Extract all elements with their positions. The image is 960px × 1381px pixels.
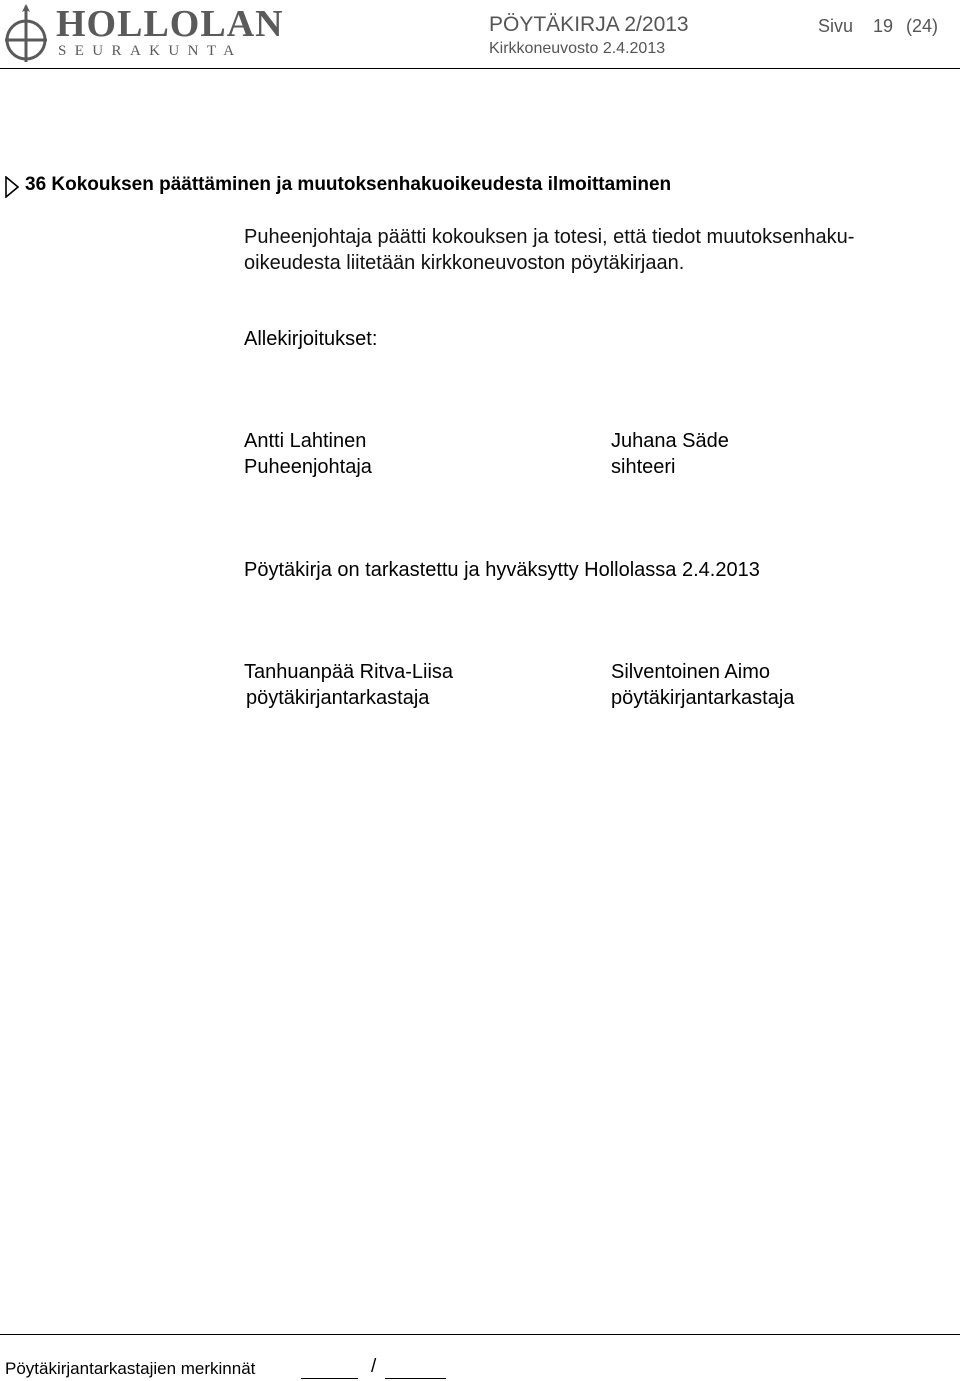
footer-separator: / <box>371 1356 377 1377</box>
footer-divider <box>0 1334 960 1335</box>
page-number: 19 <box>873 16 894 36</box>
body-line: Puheenjohtaja päätti kokouksen ja totesi, että tiedot muutoksenhaku- <box>244 226 855 248</box>
initials-blank-2 <box>385 1378 446 1379</box>
checker-name-1: Tanhuanpää Ritva-Liisa <box>244 661 454 683</box>
page-label: Sivu <box>818 16 854 36</box>
signer-role-secretary: sihteeri <box>611 456 676 478</box>
page-total: (24) <box>906 16 939 36</box>
logo-subtitle: SEURAKUNTA <box>58 43 243 59</box>
checker-name-2: Silventoinen Aimo <box>611 661 770 683</box>
footer-label: Pöytäkirjantarkastajien merkinnät <box>5 1359 256 1378</box>
header-divider <box>0 68 960 69</box>
signer-name-chair: Antti Lahtinen <box>244 430 367 452</box>
approval-statement: Pöytäkirja on tarkastettu ja hyväksytty Hollolassa 2.4.2013 <box>244 559 760 581</box>
signatures-heading: Allekirjoitukset: <box>244 328 378 350</box>
signer-name-secretary: Juhana Säde <box>611 430 729 452</box>
cross-compass-icon <box>4 4 48 64</box>
document-title: PÖYTÄKIRJA 2/2013 <box>489 13 689 36</box>
logo-name: HOLLOLAN <box>56 3 284 45</box>
body-line: oikeudesta liitetään kirkkoneuvoston pöytäkirjaan. <box>244 252 685 274</box>
initials-blank-1 <box>301 1378 358 1379</box>
checker-role-2: pöytäkirjantarkastaja <box>611 687 795 709</box>
meeting-label: Kirkkoneuvosto 2.4.2013 <box>489 40 666 57</box>
section-heading: 36 Kokouksen päättäminen ja muutoksenhakuoikeudesta ilmoittaminen <box>25 174 672 195</box>
section-triangle-icon <box>5 176 19 198</box>
checker-role-1: pöytäkirjantarkastaja <box>246 687 430 709</box>
signer-role-chair: Puheenjohtaja <box>244 456 372 478</box>
